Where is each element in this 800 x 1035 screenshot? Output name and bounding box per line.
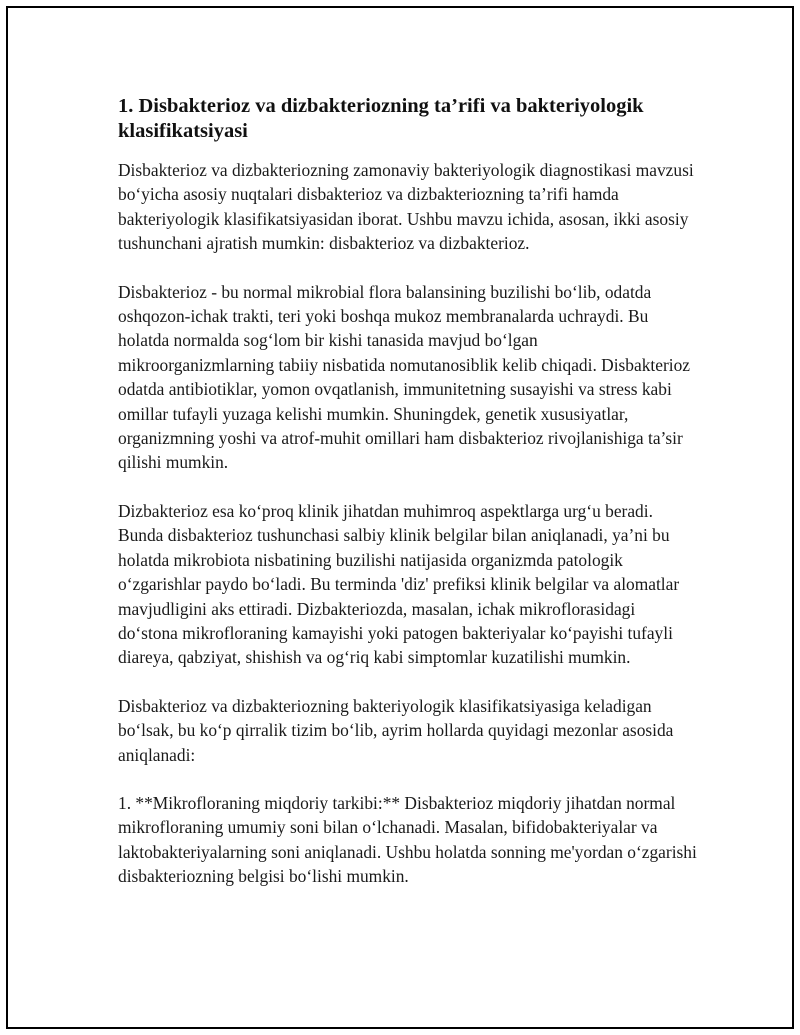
paragraph-dizbakterioz-definition: Dizbakterioz esa ko‘proq klinik jihatdan muhimroq aspektlarga urg‘u beradi. Bunda disbakterioz tushunchasi salbiy klinik belgilar bilan aniqlanadi, ya’ni bu holatda mikrobiota nisbatining buzilishi natijasida organizmda patologik o‘zgarishlar paydo bo‘ladi. Bu terminda 'diz' prefiksi klinik belgilar va alomatlar mavjudligini aks ettiradi. Dizbakteriozda, masalan, ichak mikroflorasidagi do‘stona mikrofloraning kamayishi yoki patogen bakteriyalar ko‘payishi tufayli diareya, qabziyat, shishish va og‘riq kabi simptomlar kuzatilishi mumkin. bbox=[118, 500, 680, 668]
paragraph-classification-intro: Disbakterioz va dizbakteriozning bakteriyologik klasifikatsiyasiga keladigan bo‘lsak, bu ko‘p qirralik tizim bo‘lib, ayrim hollarda quyidagi mezonlar asosida aniqlanadi: bbox=[118, 695, 674, 765]
section-heading: 1. Disbakterioz va dizbakteriozning ta’rifi va bakteriyologik klasifikatsiyasi bbox=[118, 95, 644, 142]
paragraph-classification-item-1: 1. **Mikrofloraning miqdoriy tarkibi:** Disbakterioz miqdoriy jihatdan normal mikrofloraning umumiy soni bilan o‘lchanadi. Masalan, bifidobakteriyalar va laktobakteriyalarning soni aniqlanadi. Ushbu holatda sonning me'yordan o‘zgarishi disbakteriozning belgisi bo‘lishi mumkin. bbox=[118, 792, 697, 887]
document-body bbox=[118, 94, 698, 913]
paragraph-disbakterioz-definition: Disbakterioz - bu normal mikrobial flora balansining buzilishi bo‘lib, odatda oshqozon-ichak trakti, teri yoki boshqa mukoz membranalarda uchraydi. Bu holatda normalda sog‘lom bir kishi tanasida mavjud bo‘lgan mikroorganizmlarning tabiiy nisbatida nomutanosiblik kelib chiqadi. Disbakterioz odatda antibiotiklar, yomon ovqatlanish, immunitetning susayishi va stress kabi omillar tufayli yuzaga kelishi mumkin. Shuningdek, genetik xususiyatlar, organizmning yoshi va atrof-muhit omillari ham disbakterioz rivojlanishiga ta’sir qilishi mumkin. bbox=[118, 281, 691, 473]
paragraph-intro: Disbakterioz va dizbakteriozning zamonaviy bakteriyologik diagnostikasi mavzusi bo‘yicha asosiy nuqtalari disbakterioz va dizbakteriozning ta’rifi hamda bakteriyologik klasifikatsiyasidan iborat. Ushbu mavzu ichida, asosan, ikki asosiy tushunchani ajratish mumkin: disbakterioz va dizbakterioz. bbox=[118, 160, 694, 254]
